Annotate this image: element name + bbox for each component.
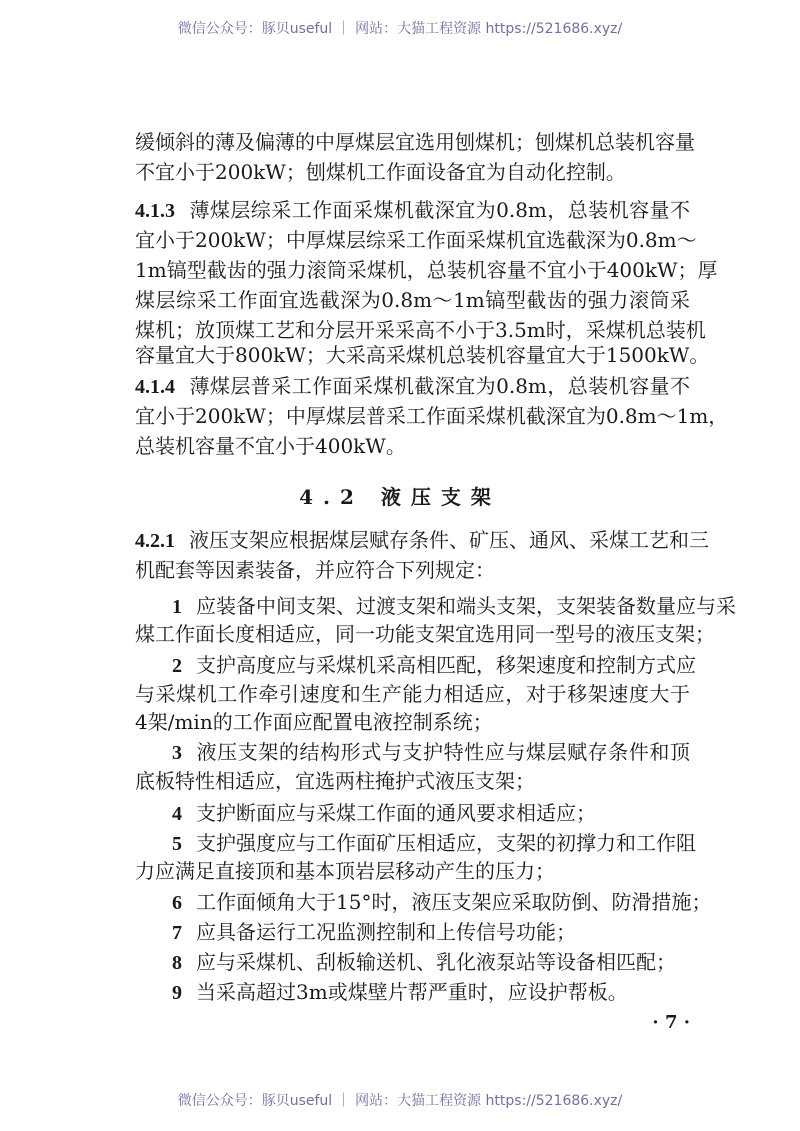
text-line [135,197,690,224]
text-line [135,257,718,283]
clause-number: 3 [172,742,182,764]
text-line [135,342,710,368]
text-line [172,800,690,827]
line-text: 液压支架的结构形式与支护特性应与煤层赋存条件和顶 [196,740,690,764]
text-line [172,652,696,679]
line-text: 支护强度应与工作面矿压相适应，支架的初撑力和工作阻 [196,831,696,855]
line-text: 宜小于200kW；中厚煤层综采工作面采煤机宜选截深为0.8m～ [135,228,697,252]
section-heading: 4.2 液压支架 [299,485,501,509]
clause-number: 7 [172,922,182,944]
text-line [135,768,690,794]
clause-number: 4 [172,803,182,825]
line-text: 煤层综采工作面宜选截深为0.8m～1m镐型截齿的强力滚筒采 [135,288,690,312]
line-text: 支护断面应与采煤工作面的通风要求相适应； [196,801,596,825]
page-number: · 7 · [652,1012,690,1033]
clause-number: 4.2.1 [135,530,175,552]
text-line [135,433,690,459]
text-line [135,709,690,735]
clause-number: 4.1.3 [135,200,175,222]
line-text: 薄煤层综采工作面采煤机截深宜为0.8m，总装机容量不 [189,198,690,222]
text-line [135,129,695,155]
line-text: 工作面倾角大于15°时，液压支架应采取防倒、防滑措施； [196,890,712,914]
line-text: 与采煤机工作牵引速度和生产能力相适应，对于移架速度大于 [135,682,690,706]
line-text: 煤工作面长度相适应，同一功能支架宜选用同一型号的液压支架； [135,622,715,646]
text-line [172,889,712,916]
line-text: 机配套等因素装备，并应符合下列规定： [135,558,495,582]
line-text: 力应满足直接顶和基本顶岩层移动产生的压力； [135,859,555,883]
line-text: 不宜小于200kW；刨煤机工作面设备宜为自动化控制。 [135,160,626,184]
clause-number: 9 [172,982,182,1004]
line-text: 支护高度应与采煤机采高相匹配，移架速度和控制方式应 [196,653,696,677]
clause-number: 8 [172,952,182,974]
text-line [172,919,690,946]
text-line [135,557,690,583]
text-line [172,593,736,620]
line-text: 应装备中间支架、过渡支架和端头支架，支架装备数量应与采 [196,594,736,618]
watermark-bottom: 微信公众号：豚贝useful ｜ 网站：大猫工程资源 https://521686.xyz/ [177,1093,623,1109]
text-line [135,858,690,884]
line-text: 容量宜大于800kW；大采高采煤机总装机容量宜大于1500kW。 [135,343,710,367]
text-line [135,373,690,400]
line-text: 当采高超过3m或煤壁片帮严重时，应设护帮板。 [196,980,628,1004]
clause-number: 1 [172,596,182,618]
clause-number: 6 [172,892,182,914]
text-line [135,227,697,253]
watermark-top: 微信公众号：豚贝useful ｜ 网站：大猫工程资源 https://521686.xyz/ [177,21,623,37]
line-text: 液压支架应根据煤层赋存条件、矿压、通风、采煤工艺和三 [189,528,709,552]
line-text: 1m镐型截齿的强力滚筒采煤机，总装机容量不宜小于400kW；厚 [135,258,718,282]
clause-number: 2 [172,655,182,677]
text-line [172,979,690,1006]
text-line [135,621,715,647]
line-text: 4架/min的工作面应配置电液控制系统； [135,710,493,734]
text-line [135,317,706,343]
text-line [135,681,690,707]
text-line [135,287,690,313]
line-text: 宜小于200kW；中厚煤层普采工作面采煤机截深宜为0.8m～1m， [135,404,729,428]
line-text: 应与采煤机、刮板输送机、乳化液泵站等设备相匹配； [196,950,676,974]
line-text: 缓倾斜的薄及偏薄的中厚煤层宜选用刨煤机；刨煤机总装机容量 [135,130,695,154]
text-line [172,739,690,766]
line-text: 应具备运行工况监测控制和上传信号功能； [196,920,576,944]
clause-number: 5 [172,833,182,855]
line-text: 底板特性相适应，宜选两柱掩护式液压支架； [135,769,535,793]
line-text: 煤机；放顶煤工艺和分层开采采高不小于3.5m时，采煤机总装机 [135,318,706,342]
line-text: 薄煤层普采工作面采煤机截深宜为0.8m，总装机容量不 [189,374,690,398]
line-text: 总装机容量不宜小于400kW。 [135,434,406,458]
text-line [135,527,709,554]
text-line [172,949,690,976]
text-line [135,403,729,429]
clause-number: 4.1.4 [135,376,175,398]
text-line [135,159,690,185]
text-line [172,830,696,857]
